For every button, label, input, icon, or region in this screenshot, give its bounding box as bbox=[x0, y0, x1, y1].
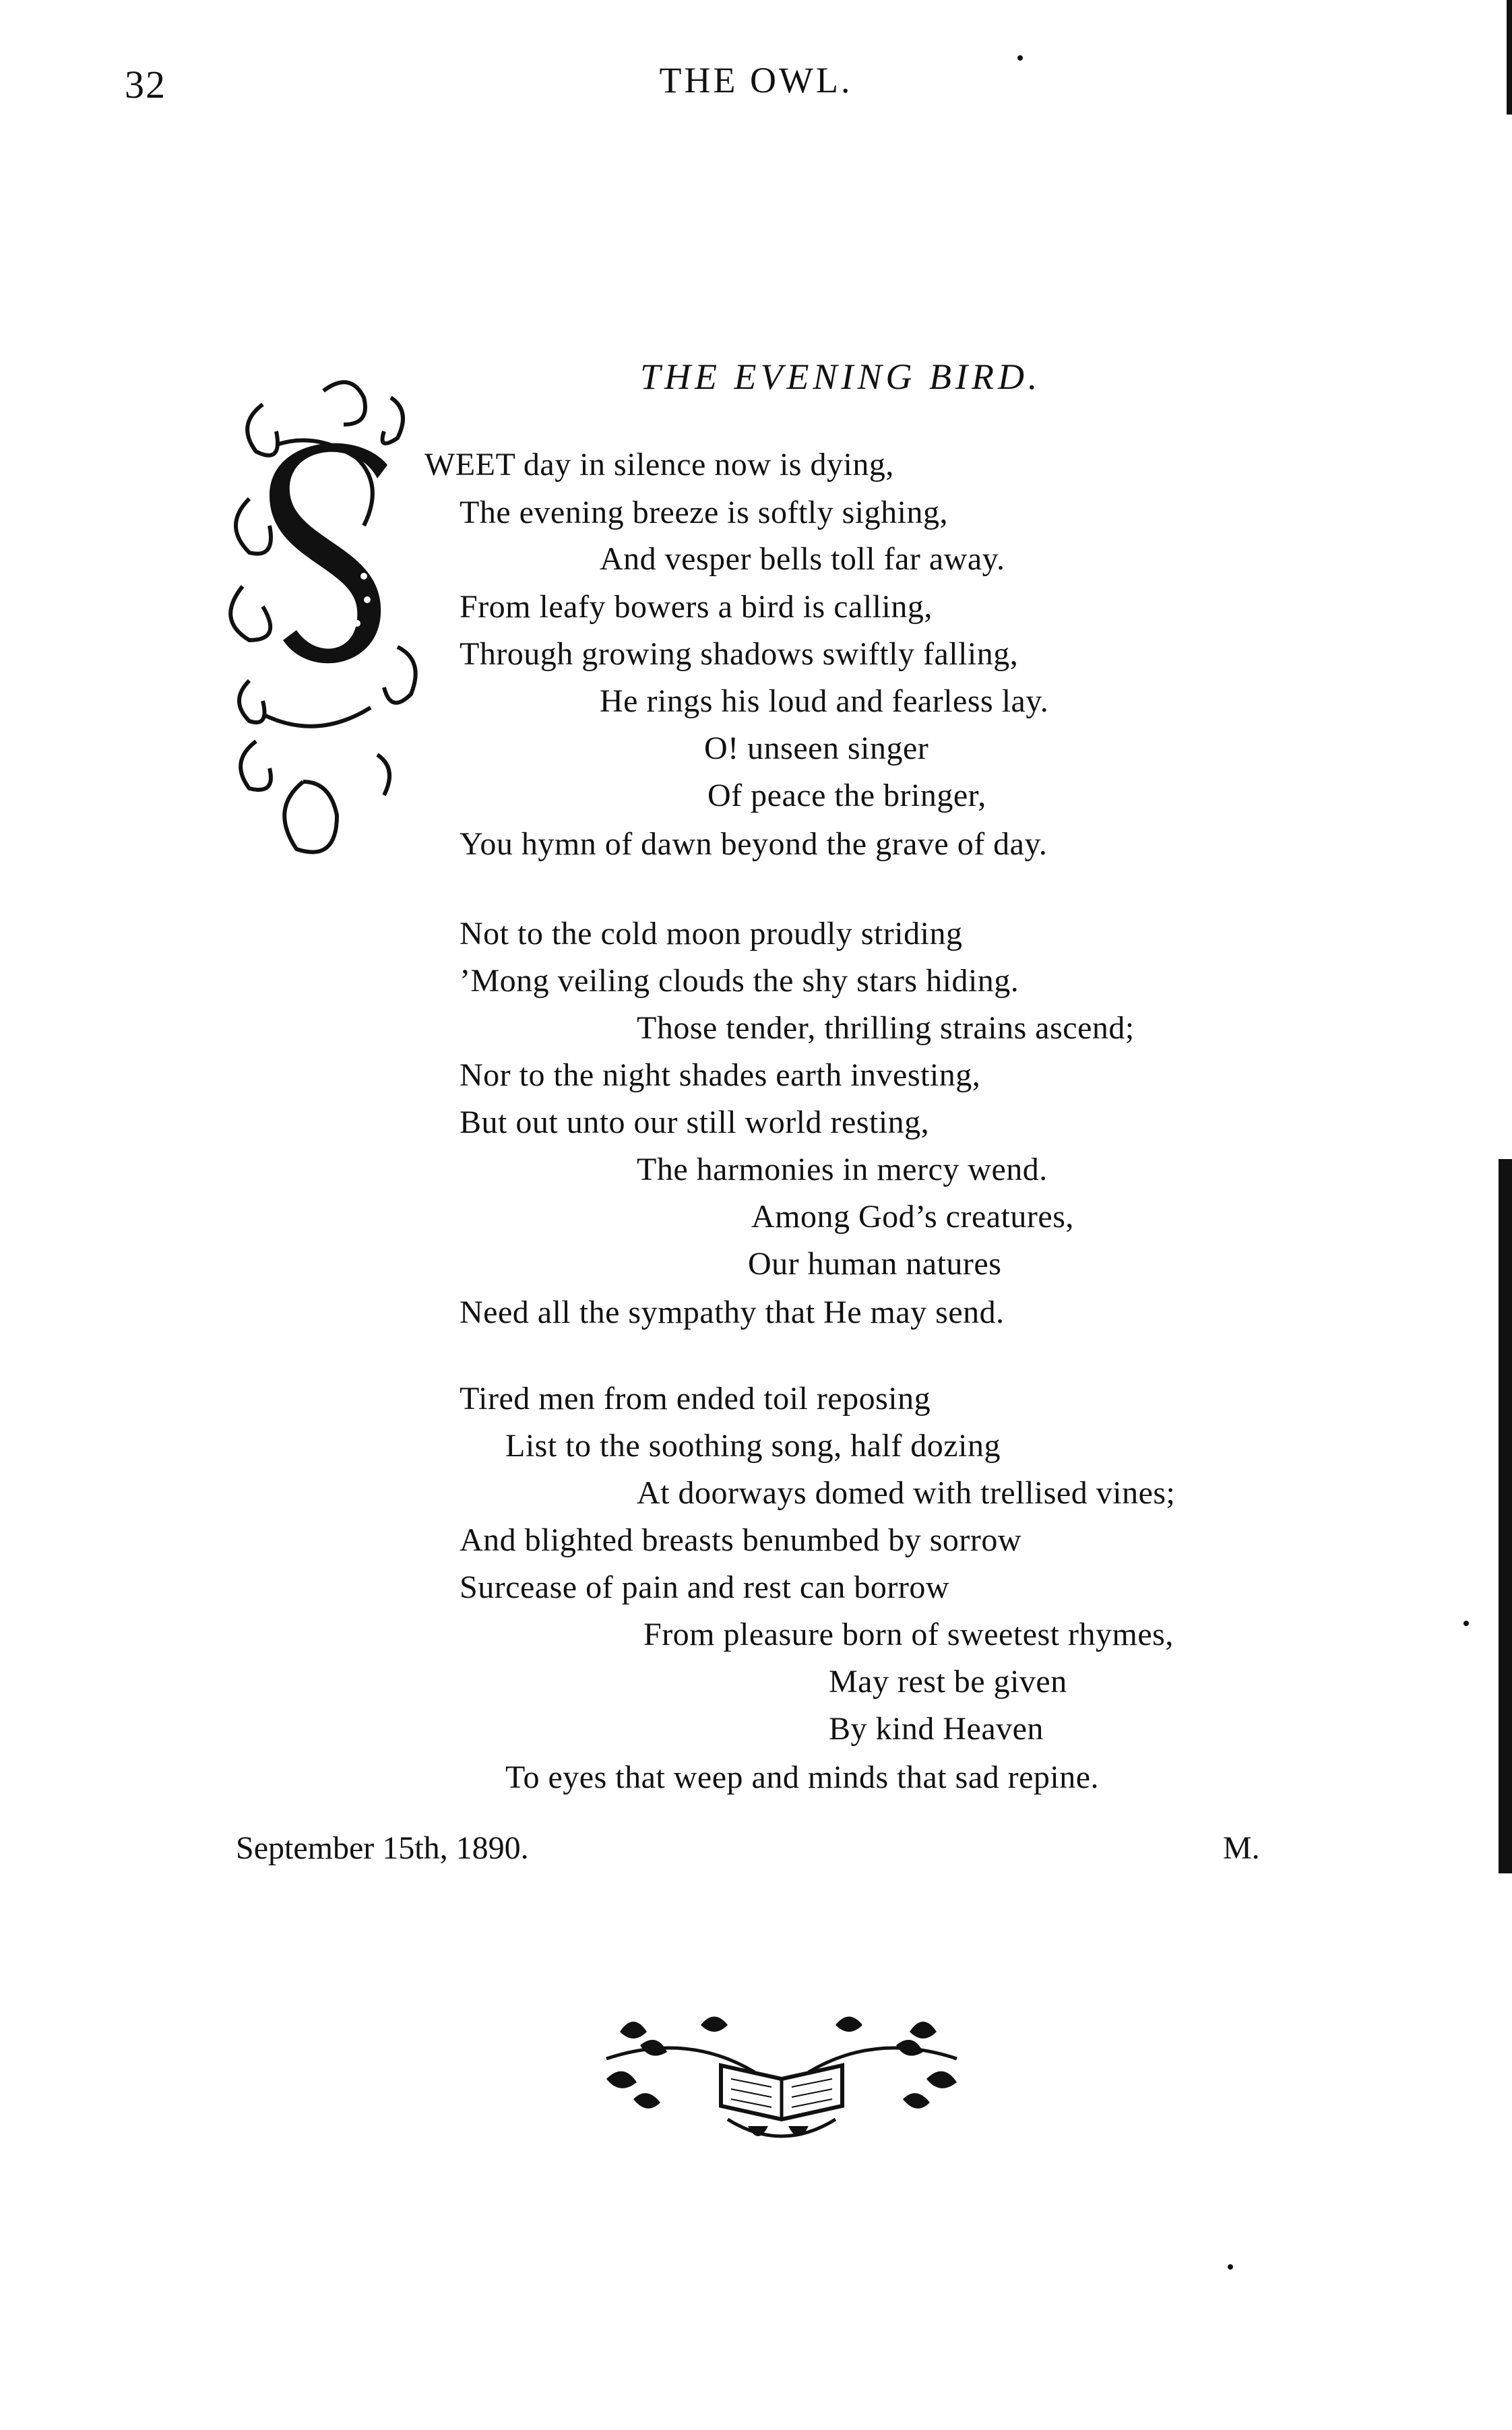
poem-line: ’Mong veiling clouds the shy stars hiding. bbox=[460, 963, 1019, 999]
poem-line: Surcease of pain and rest can borrow bbox=[460, 1569, 950, 1605]
poem-line: WEET day in silence now is dying, bbox=[424, 447, 894, 482]
poem-line: The evening breeze is softly sighing, bbox=[460, 495, 948, 530]
date-line: September 15th, 1890. bbox=[236, 1830, 529, 1866]
poem-line: From pleasure born of sweetest rhymes, bbox=[643, 1617, 1174, 1652]
tailpiece-ornament bbox=[593, 2005, 970, 2167]
poem-line: He rings his loud and fearless lay. bbox=[600, 683, 1049, 719]
scan-edge-artifact bbox=[1507, 0, 1512, 115]
poem-line: Through growing shadows swiftly falling, bbox=[460, 636, 1019, 672]
poem-line: At doorways domed with trellised vines; bbox=[637, 1475, 1176, 1511]
poem-title: THE EVENING BIRD. bbox=[640, 356, 1042, 397]
poem-line: Tired men from ended toil reposing bbox=[460, 1381, 931, 1416]
poem-line: O! unseen singer bbox=[704, 730, 929, 766]
poem-line: Among God’s creatures, bbox=[751, 1199, 1074, 1235]
author-signature: M. bbox=[1223, 1830, 1260, 1866]
poem-line: By kind Heaven bbox=[829, 1711, 1044, 1747]
poem-line: From leafy bowers a bird is calling, bbox=[460, 589, 933, 625]
scan-speck bbox=[1228, 2264, 1233, 2270]
poem-line: Need all the sympathy that He may send. bbox=[460, 1295, 1005, 1330]
poem-line: Not to the cold moon proudly striding bbox=[460, 916, 963, 952]
poem-line: You hymn of dawn beyond the grave of day. bbox=[460, 826, 1048, 862]
drop-cap-ornament bbox=[222, 364, 424, 863]
scan-edge-artifact bbox=[1499, 1159, 1512, 1873]
poem-line: List to the soothing song, half dozing bbox=[505, 1428, 1001, 1464]
poem-line: Of peace the bringer, bbox=[707, 778, 986, 813]
poem-line: May rest be given bbox=[829, 1664, 1067, 1700]
scan-speck bbox=[1463, 1621, 1469, 1626]
poem-line: Nor to the night shades earth investing, bbox=[460, 1057, 981, 1093]
poem-line: Those tender, thrilling strains ascend; bbox=[637, 1010, 1135, 1046]
poem-line: To eyes that weep and minds that sad repine. bbox=[505, 1759, 1100, 1795]
poem-line: Our human natures bbox=[748, 1246, 1002, 1282]
poem-line: And blighted breasts benumbed by sorrow bbox=[460, 1522, 1022, 1558]
page-number: 32 bbox=[125, 63, 166, 106]
poem-line: The harmonies in mercy wend. bbox=[637, 1152, 1048, 1187]
poem-line: But out unto our still world resting, bbox=[460, 1104, 930, 1140]
poem-line: And vesper bells toll far away. bbox=[600, 541, 1005, 577]
scan-speck bbox=[1017, 55, 1023, 61]
running-title: THE OWL. bbox=[659, 60, 853, 100]
